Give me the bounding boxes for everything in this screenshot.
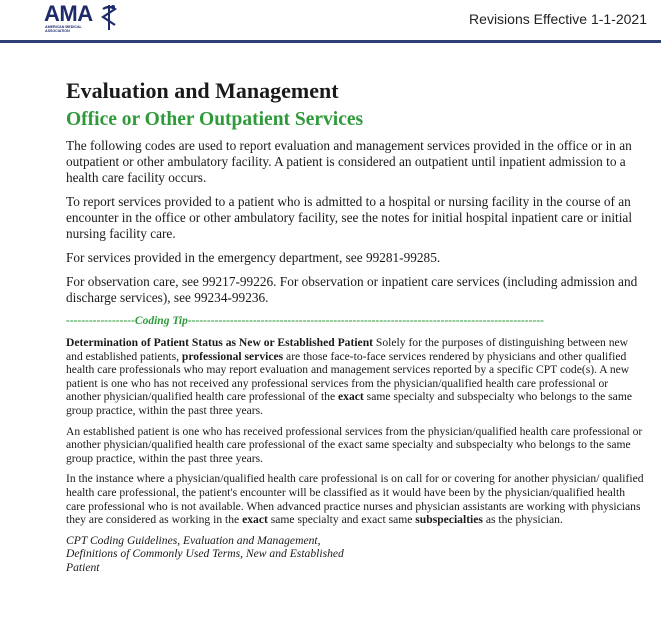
paragraph-emergency: For services provided in the emergency department, see 99281-99285. bbox=[66, 250, 441, 265]
tip-emphasis: exact bbox=[242, 513, 268, 527]
citation-line: Patient bbox=[66, 560, 100, 574]
tip-emphasis: subspecialties bbox=[415, 513, 483, 527]
citation-line: CPT Coding Guidelines, Evaluation and Management, bbox=[66, 533, 321, 547]
tip-text: same specialty and subspecialty who belongs to the same group practice, within the past three years. bbox=[66, 390, 632, 417]
paragraph-observation: For observation care, see 99217-99226. For observation or inpatient care services (including admission and discharge services), see 99234-99236. bbox=[66, 274, 638, 305]
document-body bbox=[66, 78, 644, 575]
caduceus-icon bbox=[100, 3, 118, 31]
tip-paragraph-established: An established patient is one who has received professional services from the physician/qualified health care professional or another physician/qualified health care professional of the exact same specialty and subspecialty who belongs to the same group practice, within the past three years. bbox=[66, 424, 643, 465]
paragraph-admitted-patient: To report services provided to a patient who is admitted to a hospital or nursing facility in the course of an encounter in the office or other ambulatory facility, see the notes for initial hospital inpatient care or initial nursing facility care. bbox=[66, 194, 633, 241]
section-subtitle: Office or Other Outpatient Services bbox=[66, 109, 364, 130]
paragraph-intro: The following codes are used to report evaluation and management services provided in the office or in an outpatient or other ambulatory facility. A patient is considered an outpatient until inpatient admission to a health care facility occurs. bbox=[66, 138, 632, 185]
page-header bbox=[0, 0, 661, 46]
ama-logo bbox=[44, 3, 124, 33]
logo-subtext: AMERICAN MEDICAL ASSOCIATION bbox=[45, 25, 82, 33]
coding-tip-divider: ------------------Coding Tip--------------------------------------------------------------------------------------------- bbox=[66, 315, 545, 327]
tip-text: Solely for the purposes of distinguishing between new and established patients, bbox=[66, 336, 629, 363]
tip-paragraph-on-call bbox=[66, 472, 644, 526]
revisions-effective-label: Revisions Effective 1-1-2021 bbox=[469, 11, 647, 27]
page-title: Evaluation and Management bbox=[66, 78, 339, 103]
header-divider bbox=[0, 40, 661, 43]
tip-text: same specialty and exact same bbox=[267, 513, 416, 527]
citation-line: Definitions of Commonly Used Terms, New and Established bbox=[66, 547, 344, 561]
tip-text: In the instance where a physician/qualified health care professional is on call for or covering for another physician/ qualified health care professional, the patient's encounter will be classified as it would have been by the physician/qualified health care professional who is not available. When advanced practice nurses and physician assistants are working with physicians they are considered as working in the bbox=[66, 472, 644, 527]
tip-paragraph-new-established bbox=[66, 336, 644, 418]
logo-text: AMA bbox=[44, 1, 93, 26]
tip-text: as the physician. bbox=[482, 513, 563, 527]
tip-emphasis: exact bbox=[338, 390, 364, 404]
tip-emphasis: professional services bbox=[181, 349, 284, 363]
citation bbox=[66, 534, 644, 575]
tip-heading: Determination of Patient Status as New or Established Patient bbox=[66, 336, 374, 349]
tip-text: are those face-to-face services rendered by physicians and other qualified health care professionals who may report evaluation and management services reported by a specific CPT code(s). A new patient is one who has not received any professional services from the physician/qualified health care professional or another physician/qualified health care professional of the bbox=[66, 349, 630, 404]
